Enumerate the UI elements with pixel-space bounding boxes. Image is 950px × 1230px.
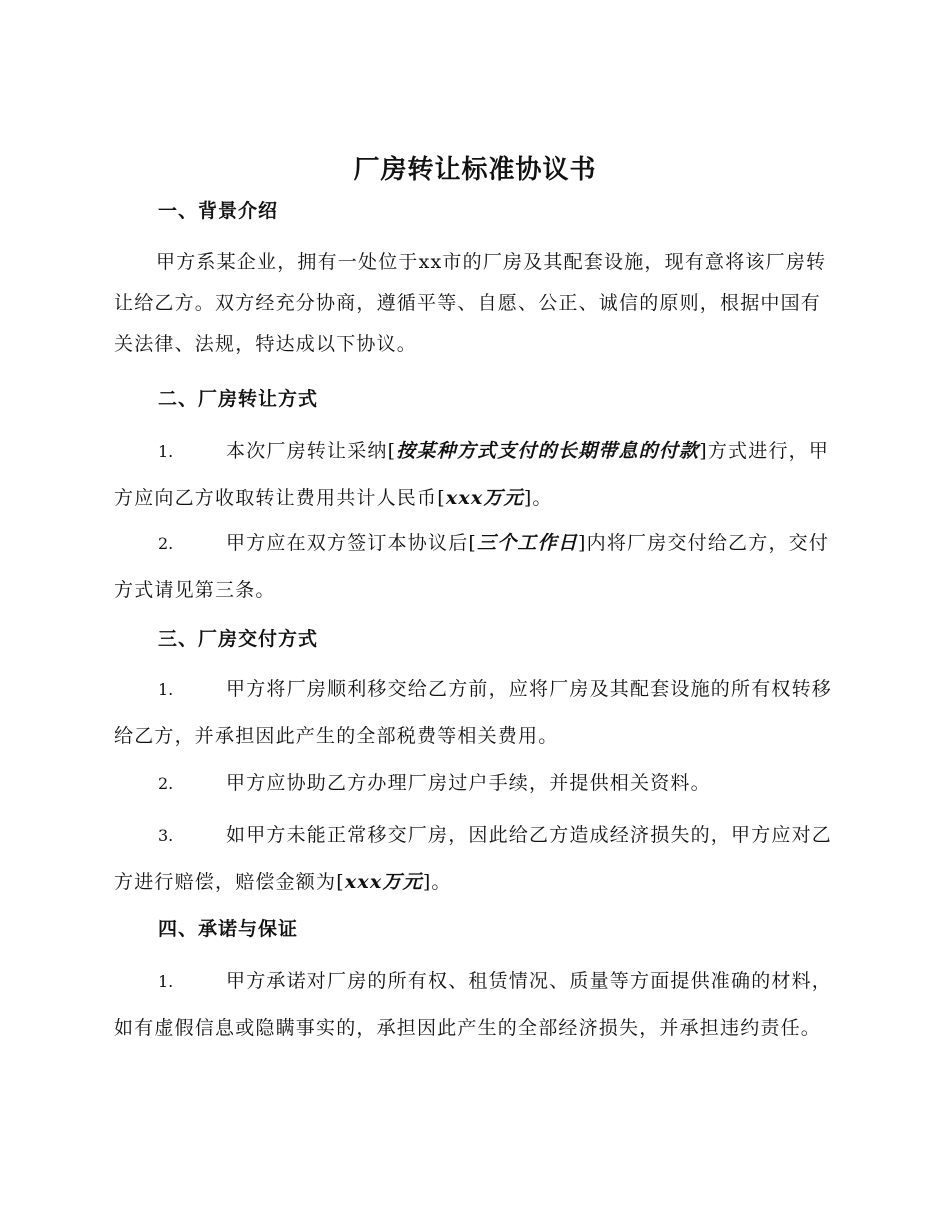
item-text: 甲方将厂房顺利移交给乙方前，应将厂房及其配套设施的所有权转移给乙方，并承担因此产生的全部税费等相关费用。	[114, 678, 833, 747]
item-text: 甲方应协助乙方办理厂房过户手续，并提供相关资料。	[226, 772, 711, 794]
section-heading-transfer-method: 二、厂房转让方式	[158, 388, 319, 410]
background-paragraph: 甲方系某企业，拥有一处位于xx市的厂房及其配套设施，现有意将该厂房转让给乙方。双方经充分协商，遵循平等、自愿、公正、诚信的原则，根据中国有关法律、法规，特达成以下协议。	[114, 251, 827, 355]
item-text: ]。	[523, 487, 553, 509]
commitments-item-1	[114, 958, 834, 1052]
transfer-method-item-2	[114, 520, 834, 614]
item-number: 2.	[158, 534, 174, 553]
item-text: 甲方应在双方签订本协议后[	[226, 532, 478, 554]
item-text: 本次厂房转让采纳[	[226, 440, 397, 462]
delivery-method-item-1	[114, 666, 834, 760]
section-heading-background: 一、背景介绍	[158, 200, 279, 222]
item-text: ]方式进行，甲方应向乙方收取转让费用共计人民币[	[114, 440, 830, 509]
transfer-fee-fill: xxx万元	[445, 487, 524, 509]
payment-method-fill: 按某种方式支付的长期带息的付款	[396, 440, 700, 462]
delivery-method-item-2	[114, 760, 834, 807]
delivery-deadline-fill: 三个工作日	[477, 532, 579, 554]
item-number: 3.	[158, 826, 174, 845]
item-number: 1.	[158, 972, 174, 991]
item-number: 2.	[158, 774, 174, 793]
item-text: 如甲方未能正常移交厂房，因此给乙方造成经济损失的，甲方应对乙方进行赔偿，赔偿金额为[	[114, 824, 833, 893]
section-heading-delivery-method: 三、厂房交付方式	[158, 628, 319, 650]
item-number: 1.	[158, 680, 174, 699]
item-text: ]。	[422, 871, 452, 893]
delivery-method-item-3	[114, 812, 834, 906]
item-text: ]内将厂房交付给乙方，交付方式请见第三条。	[114, 532, 830, 601]
item-text: 甲方承诺对厂房的所有权、租赁情况、质量等方面提供准确的材料，如有虚假信息或隐瞒事实的，承担因此产生的全部经济损失，并承担违约责任。	[114, 970, 833, 1039]
section-heading-commitments: 四、承诺与保证	[158, 918, 299, 940]
document-title: 厂房转让标准协议书	[353, 155, 597, 185]
transfer-method-item-1	[114, 428, 834, 522]
item-number: 1.	[158, 442, 174, 461]
compensation-amount-fill: xxx万元	[344, 871, 423, 893]
